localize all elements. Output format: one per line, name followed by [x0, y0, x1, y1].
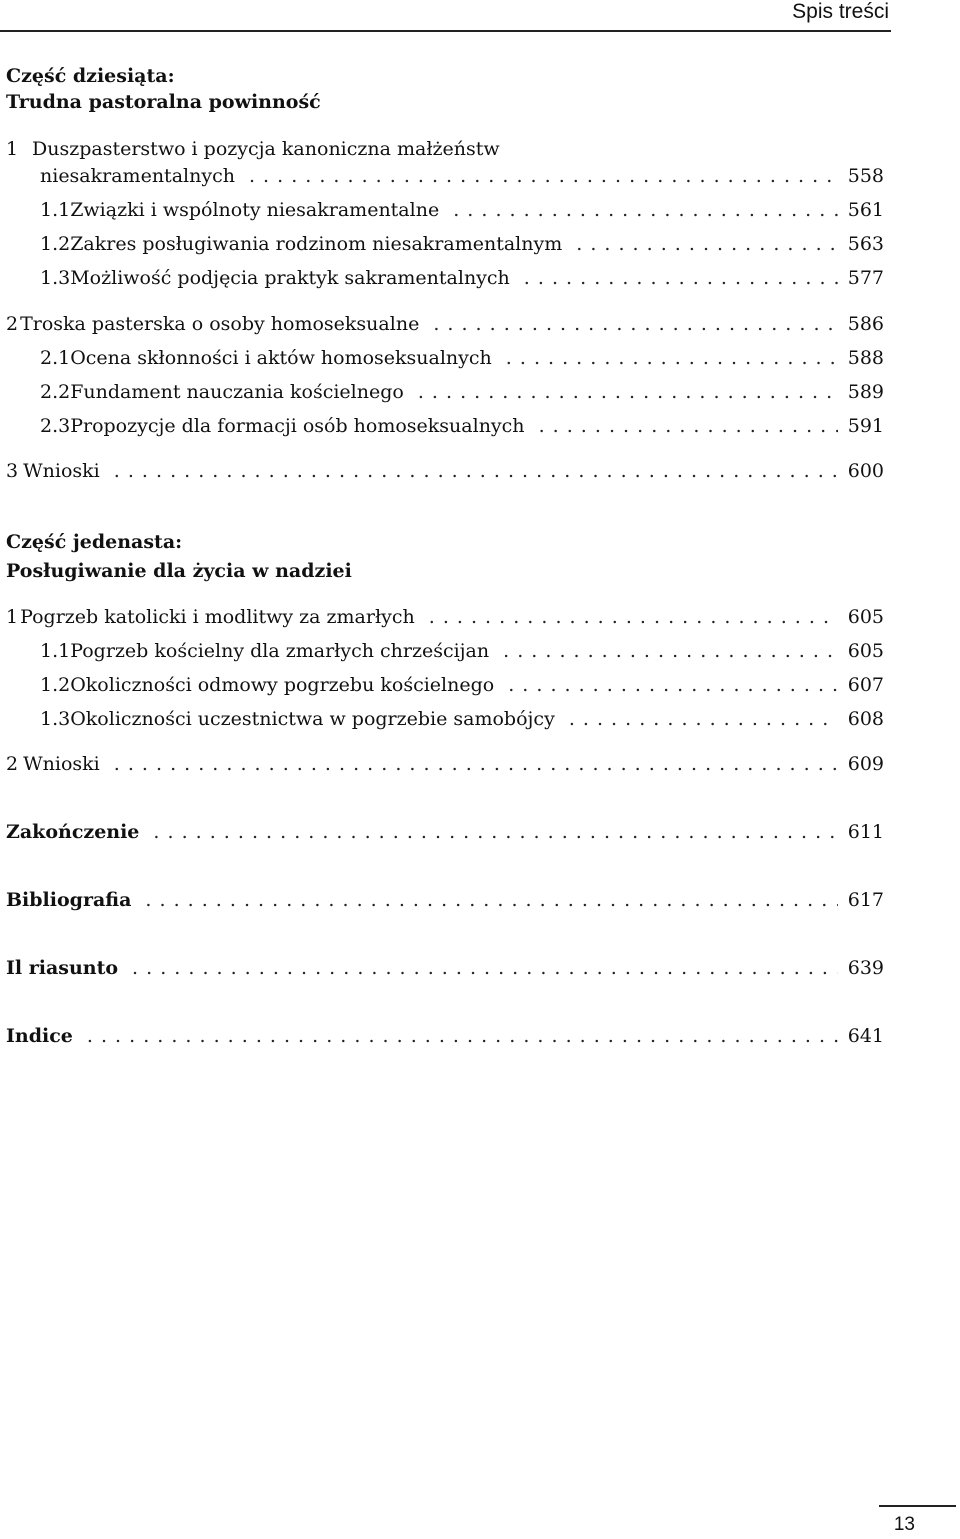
toc-chapter-entry[interactable] — [0, 751, 884, 777]
page-number-ref: 641 — [847, 1025, 884, 1047]
backmatter-title: Indice — [6, 1025, 73, 1047]
part-title: Trudna pastoralna powinność — [6, 91, 321, 113]
dot-leader — [503, 638, 838, 664]
folio-page-number: 13 — [893, 1514, 915, 1535]
backmatter-title: Bibliografia — [6, 889, 132, 911]
page-number-ref: 639 — [847, 957, 884, 979]
toc-chapter-entry[interactable] — [0, 604, 884, 630]
part-label: Część dziesiąta: — [6, 65, 175, 87]
section-number: 1.3 — [40, 267, 71, 289]
toc-chapter-entry[interactable] — [0, 311, 884, 337]
section-number: 1.1 — [40, 199, 71, 221]
section-title: Możliwość podjęcia praktyk sakramentalnych — [70, 267, 510, 289]
chapter-number: 1 — [6, 138, 19, 160]
toc-backmatter-entry[interactable] — [0, 1023, 884, 1049]
dot-leader — [433, 311, 837, 337]
dot-leader — [87, 1023, 838, 1049]
section-number: 2.1 — [40, 347, 71, 369]
toc-section-entry[interactable] — [0, 379, 884, 405]
header-rule — [0, 30, 891, 32]
toc-section-entry[interactable] — [0, 672, 884, 698]
section-title: Pogrzeb kościelny dla zmarłych chrześcijan — [70, 640, 490, 662]
toc-section-entry[interactable] — [0, 265, 884, 291]
section-title: Propozycje dla formacji osób homoseksualnych — [70, 415, 525, 437]
dot-leader — [249, 163, 838, 189]
section-title: Okoliczności odmowy pogrzebu kościelnego — [70, 674, 495, 696]
dot-leader — [576, 231, 838, 257]
toc-chapter-continuation[interactable] — [0, 163, 884, 189]
dot-leader — [569, 706, 838, 732]
page-number-ref: 611 — [847, 821, 884, 843]
toc-section-entry[interactable] — [0, 231, 884, 257]
chapter-title-line2: niesakramentalnych — [40, 165, 235, 187]
page-number-ref: 605 — [847, 640, 884, 662]
chapter-number: 1 — [6, 606, 19, 628]
backmatter-title: Zakończenie — [6, 821, 140, 843]
section-title: Zakres posługiwania rodzinom niesakramentalnym — [70, 233, 563, 255]
section-number: 1.1 — [40, 640, 71, 662]
toc-section-entry[interactable] — [0, 413, 884, 439]
page-number-ref: 588 — [847, 347, 884, 369]
page-number-ref: 608 — [847, 708, 884, 730]
toc-section-entry[interactable] — [0, 197, 884, 223]
dot-leader — [418, 379, 838, 405]
dot-leader — [506, 345, 838, 371]
dot-leader — [508, 672, 838, 698]
page-number-ref: 589 — [847, 381, 884, 403]
dot-leader — [114, 458, 838, 484]
dot-leader — [114, 751, 838, 777]
page-number-ref: 600 — [847, 460, 884, 482]
dot-leader — [429, 604, 838, 630]
part-label: Część jedenasta: — [6, 531, 183, 553]
page-number-ref: 591 — [847, 415, 884, 437]
page-number-ref: 577 — [847, 267, 884, 289]
section-number: 1.3 — [40, 708, 71, 730]
page-number-ref: 605 — [847, 606, 884, 628]
section-number: 1.2 — [40, 674, 71, 696]
chapter-title: Wnioski — [23, 460, 100, 482]
section-number: 2.3 — [40, 415, 71, 437]
chapter-number: 2 — [6, 313, 19, 335]
page-number-ref: 607 — [847, 674, 884, 696]
page-number-ref: 563 — [847, 233, 884, 255]
page-number-ref: 617 — [847, 889, 884, 911]
chapter-title-line1: Duszpasterstwo i pozycja kanoniczna małżeństw — [32, 138, 500, 160]
toc-backmatter-entry[interactable] — [0, 819, 884, 845]
toc-section-entry[interactable] — [0, 706, 884, 732]
running-head: Spis treści — [792, 0, 889, 23]
dot-leader — [145, 887, 837, 913]
section-number: 1.2 — [40, 233, 71, 255]
page-number-ref: 609 — [847, 753, 884, 775]
chapter-title: Wnioski — [23, 753, 100, 775]
toc-chapter-entry[interactable] — [0, 136, 884, 162]
section-title: Ocena skłonności i aktów homoseksualnych — [70, 347, 492, 369]
toc-chapter-entry[interactable] — [0, 458, 884, 484]
chapter-title: Pogrzeb katolicki i modlitwy za zmarłych — [20, 606, 415, 628]
page-number-ref: 558 — [847, 165, 884, 187]
dot-leader — [153, 819, 837, 845]
chapter-number: 2 — [6, 753, 19, 775]
toc-section-entry[interactable] — [0, 638, 884, 664]
section-title: Związki i wspólnoty niesakramentalne — [70, 199, 440, 221]
chapter-title: Troska pasterska o osoby homoseksualne — [20, 313, 420, 335]
toc-section-entry[interactable] — [0, 345, 884, 371]
dot-leader — [539, 413, 838, 439]
backmatter-title: Il riasunto — [6, 957, 119, 979]
dot-leader — [524, 265, 838, 291]
toc-backmatter-entry[interactable] — [0, 887, 884, 913]
dot-leader — [453, 197, 838, 223]
toc-backmatter-entry[interactable] — [0, 955, 884, 981]
section-title: Okoliczności uczestnictwa w pogrzebie samobójcy — [70, 708, 555, 730]
dot-leader — [132, 955, 838, 981]
section-number: 2.2 — [40, 381, 71, 403]
section-title: Fundament nauczania kościelnego — [70, 381, 404, 403]
footer-rule — [879, 1505, 956, 1507]
part-title: Posługiwanie dla życia w nadziei — [6, 560, 352, 582]
page-number-ref: 561 — [847, 199, 884, 221]
page-number-ref: 586 — [847, 313, 884, 335]
chapter-number: 3 — [6, 460, 19, 482]
